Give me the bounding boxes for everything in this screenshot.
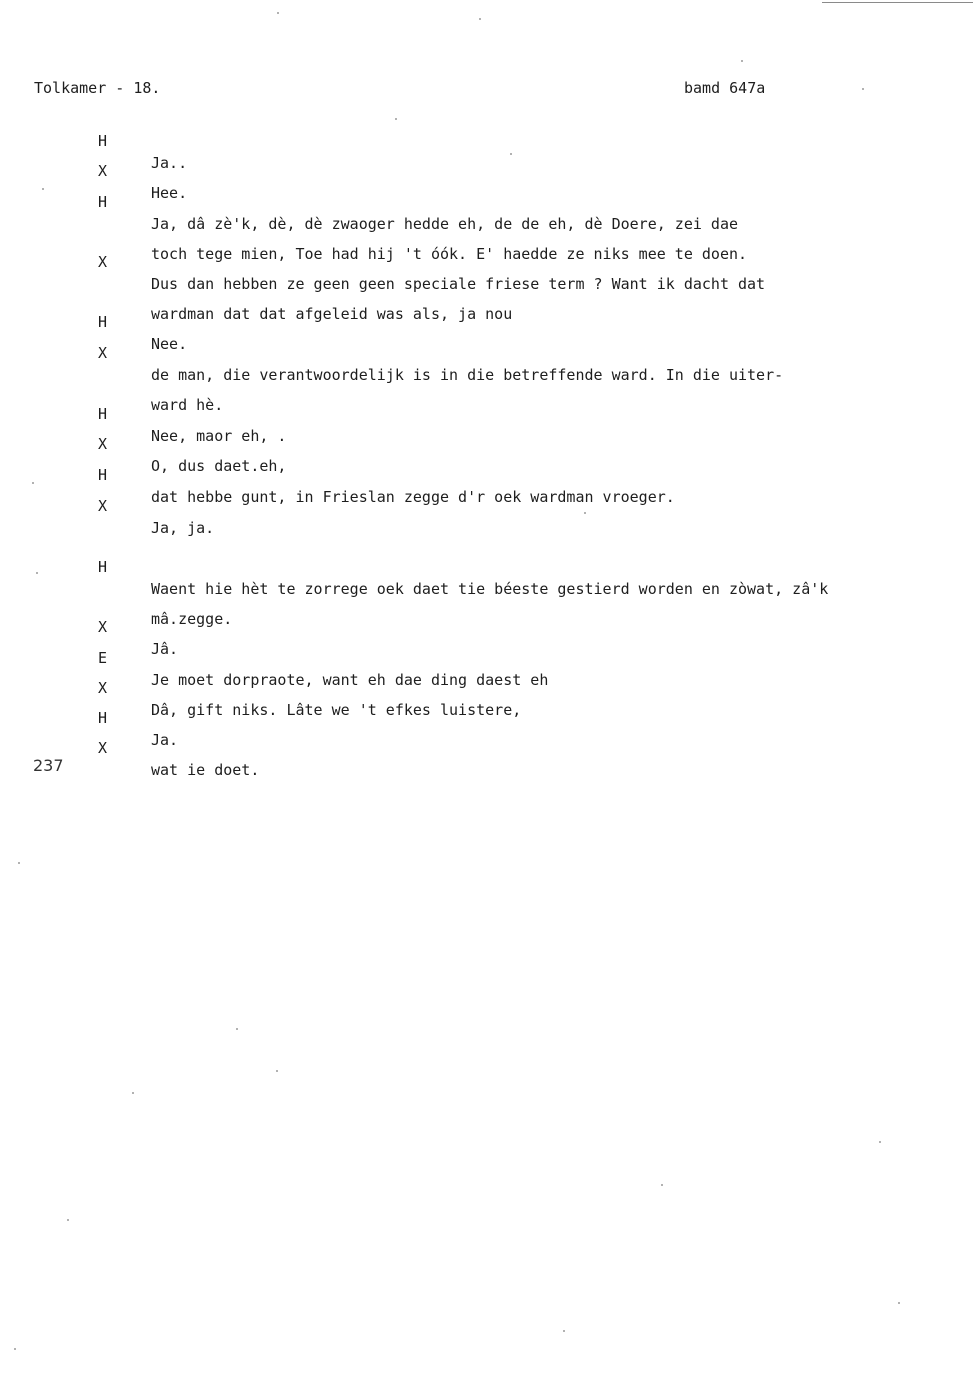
line-text: wardman dat dat afgeleid was als, ja nou: [151, 305, 513, 323]
line-text: O, dus daet.eh,: [151, 457, 287, 475]
transcript-line: [0, 534, 829, 598]
scan-speck: [36, 572, 38, 574]
transcript-line: [0, 350, 224, 414]
speaker-label: X: [98, 162, 108, 180]
speaker-label: H: [98, 313, 108, 331]
scan-speck: [395, 118, 397, 120]
scan-speck: [661, 1184, 663, 1186]
line-text: Nee, maor eh, .: [151, 427, 287, 445]
line-text: Nee.: [151, 335, 188, 353]
header-tape-id: bamd 647a: [684, 79, 766, 97]
speaker-label: H: [98, 193, 108, 211]
speaker-label: X: [98, 435, 108, 453]
scan-speck: [741, 60, 743, 62]
line-text: de man, die verantwoordelijk is in die betreffende ward. In die uiter-: [151, 366, 784, 384]
line-text: Dâ, gift niks. Lâte we 't efkes luistere,: [151, 701, 522, 719]
scan-speck: [879, 1141, 881, 1143]
speaker-label: H: [98, 466, 108, 484]
transcript-line: [0, 473, 215, 537]
speaker-label: H: [98, 405, 108, 423]
line-text: Hee.: [151, 184, 188, 202]
speaker-label: H: [98, 558, 108, 576]
scan-speck: [584, 512, 586, 514]
speaker-label: X: [98, 679, 108, 697]
scan-speck: [67, 1219, 69, 1221]
header-location: Tolkamer - 18.: [34, 79, 161, 97]
line-text: Ja..: [151, 154, 188, 172]
line-text: toch tege mien, Toe had hij 't óók. E' haedde ze niks mee te doen.: [151, 245, 748, 263]
speaker-label: X: [98, 497, 108, 515]
line-text: dat hebbe gunt, in Frieslan zegge d'r oek wardman vroeger.: [151, 488, 675, 506]
speaker-label: X: [98, 739, 108, 757]
line-text: wat ie doet.: [151, 761, 260, 779]
line-text: mâ.zegge.: [151, 610, 233, 628]
scan-speck: [42, 188, 44, 190]
line-text: Ja, dâ zè'k, dè, dè zwaoger hedde eh, de de eh, dè Doere, zei dae: [151, 215, 738, 233]
scan-speck: [898, 1302, 900, 1304]
line-text: Jâ.: [151, 640, 179, 658]
speaker-label: H: [98, 709, 108, 727]
speaker-label: X: [98, 253, 108, 271]
scan-speck: [276, 1070, 278, 1072]
top-rule: [822, 2, 973, 3]
scan-speck: [563, 1330, 565, 1332]
transcript-line: [0, 685, 179, 749]
transcript-line: [0, 594, 179, 658]
line-text: Ja, ja.: [151, 519, 215, 537]
scan-speck: [277, 12, 279, 14]
speaker-label: E: [98, 649, 108, 667]
scan-speck: [236, 1028, 238, 1030]
scan-speck: [14, 1348, 16, 1350]
line-text: Waent hie hèt te zorrege oek daet tie béeste gestierd worden en zòwat, zâ'k: [151, 580, 829, 598]
line-text: ward hè.: [151, 396, 224, 414]
line-text: Dus dan hebben ze geen geen speciale friese term ? Want ik dacht dat: [151, 275, 766, 293]
transcript-line: [0, 289, 188, 353]
line-text: Je moet dorpraote, want eh dae ding daest eh: [151, 671, 549, 689]
scan-speck: [510, 153, 512, 155]
speaker-label: H: [98, 132, 108, 150]
line-text: Ja.: [151, 731, 179, 749]
speaker-label: X: [98, 344, 108, 362]
scan-speck: [862, 88, 864, 90]
speaker-label: X: [98, 618, 108, 636]
scan-speck: [479, 18, 481, 20]
scan-speck: [18, 862, 20, 864]
page-number: 237: [33, 756, 64, 775]
scan-speck: [132, 1092, 134, 1094]
transcript-line: [0, 108, 188, 172]
transcript-line: [0, 564, 233, 628]
scan-speck: [32, 482, 34, 484]
